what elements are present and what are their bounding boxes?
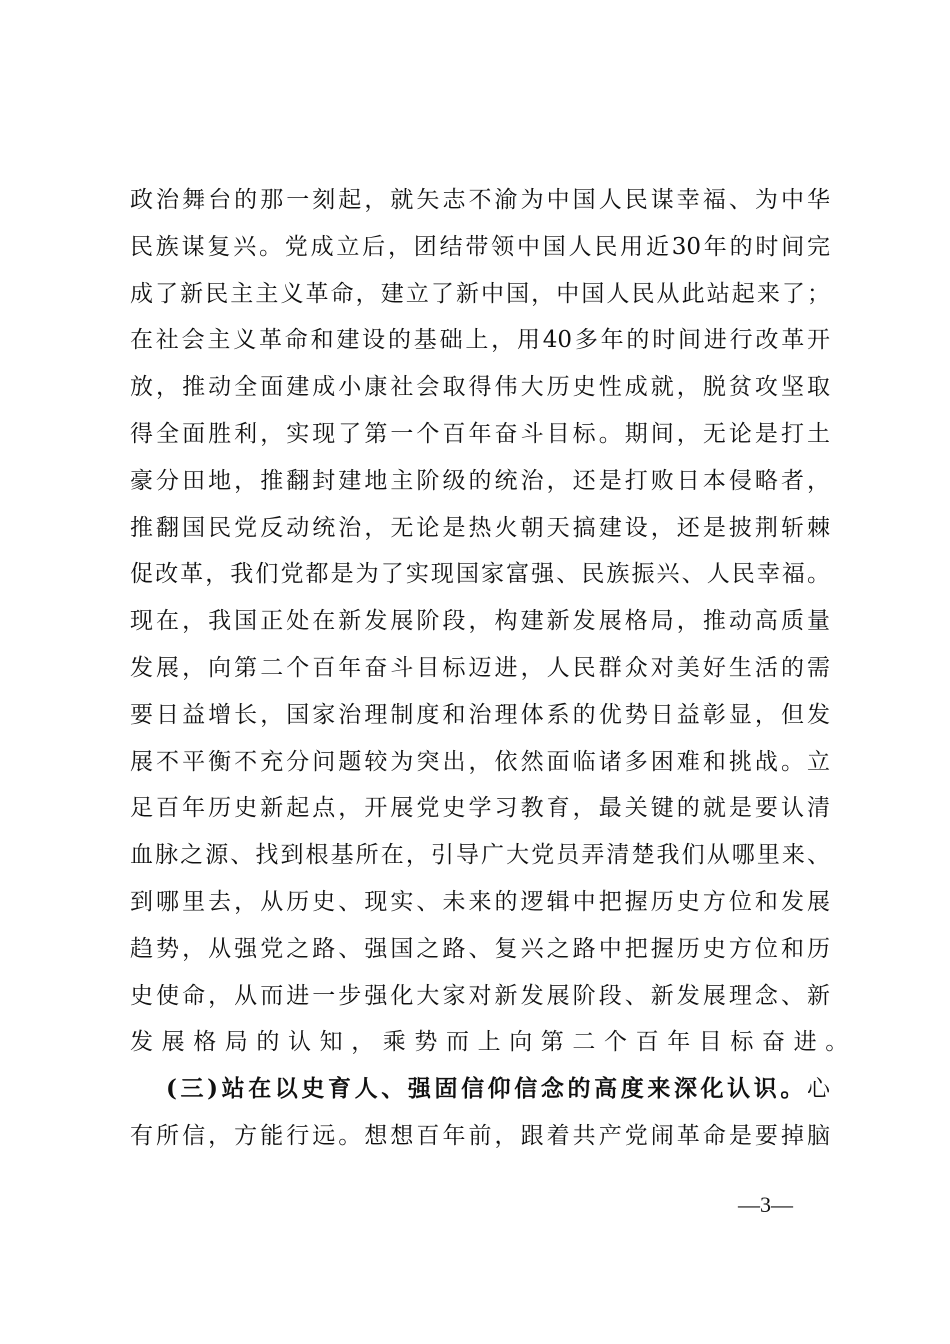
paragraph-line: 豪分田地，推翻封建地主阶级的统治，还是打败日本侵略者， xyxy=(130,467,830,494)
paragraph-line: 有所信，方能行远。想想百年前，跟着共产党闹革命是要掉脑 xyxy=(130,1122,830,1149)
paragraph-line: 推翻国民党反动统治，无论是热火朝天搞建设，还是披荆斩棘 xyxy=(130,514,830,541)
paragraph-line: 史使命，从而进一步强化大家对新发展阶段、新发展理念、新 xyxy=(130,982,830,1009)
paragraph-line: 到哪里去，从历史、现实、未来的逻辑中把握历史方位和发展 xyxy=(130,888,830,915)
paragraph-line: 趋势，从强党之路、强国之路、复兴之路中把握历史方位和历 xyxy=(130,935,830,962)
paragraph-line: 展不平衡不充分问题较为突出，依然面临诸多困难和挑战。立 xyxy=(130,748,830,775)
page-number: —3— xyxy=(738,1192,793,1217)
paragraph-line: 发展格局的认知，乘势而上向第二个百年目标奋进。 xyxy=(130,1029,857,1056)
document-body xyxy=(130,183,857,1166)
section-heading-line xyxy=(130,1072,830,1119)
paragraph-line: 现在，我国正处在新发展阶段，构建新发展格局，推动高质量 xyxy=(130,608,830,635)
section-heading: (三)站在以史育人、强固信仰信念的高度来深化认识。 xyxy=(166,1075,807,1103)
paragraph-text: 心 xyxy=(807,1076,830,1103)
paragraph-line: 要日益增长，国家治理制度和治理体系的优势日益彰显，但发 xyxy=(130,701,830,728)
paragraph-line: 血脉之源、找到根基所在，引导广大党员弄清楚我们从哪里来、 xyxy=(130,842,830,869)
paragraph-line: 成了新民主主义革命，建立了新中国，中国人民从此站起来了； xyxy=(130,280,830,307)
paragraph-line: 放，推动全面建成小康社会取得伟大历史性成就，脱贫攻坚取 xyxy=(130,374,830,401)
paragraph-line: 民族谋复兴。党成立后，团结带领中国人民用近30年的时间完 xyxy=(130,233,830,260)
paragraph-line: 政治舞台的那一刻起，就矢志不渝为中国人民谋幸福、为中华 xyxy=(130,187,830,213)
paragraph-line: 促改革，我们党都是为了实现国家富强、民族振兴、人民幸福。 xyxy=(130,561,830,588)
paragraph-line: 在社会主义革命和建设的基础上，用40多年的时间进行改革开 xyxy=(130,327,830,354)
paragraph-line: 得全面胜利，实现了第一个百年奋斗目标。期间，无论是打土 xyxy=(130,420,830,447)
paragraph-line: 足百年历史新起点，开展党史学习教育，最关键的就是要认清 xyxy=(130,795,830,822)
paragraph-line: 发展，向第二个百年奋斗目标迈进，人民群众对美好生活的需 xyxy=(130,654,830,681)
